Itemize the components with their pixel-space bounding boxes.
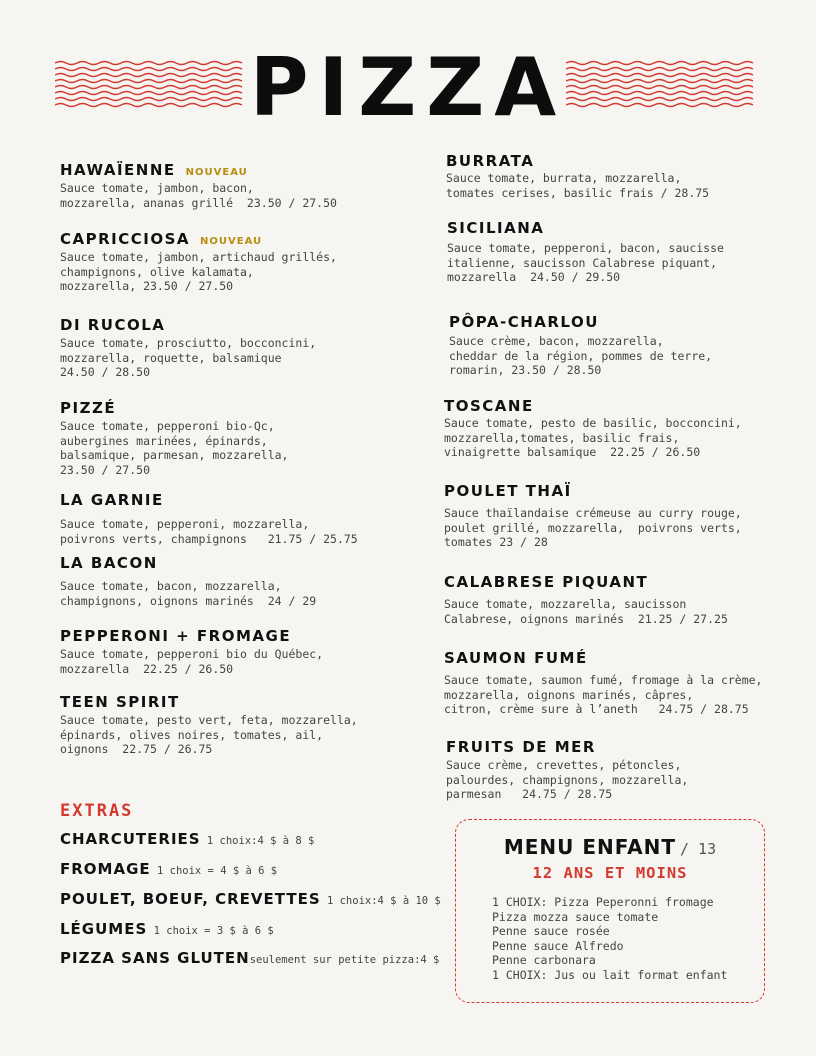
extra-name: LÉGUMES	[60, 920, 148, 938]
item-name: DI RUCOLA	[60, 316, 166, 334]
menu-item	[60, 491, 358, 546]
kids-menu-title: MENU ENFANT	[503, 835, 676, 859]
item-description: Sauce tomate, jambon, artichaud grillés, champignons, olive kalamata, mozzarella, 23.50 / 27.50	[60, 250, 337, 293]
item-description: Sauce tomate, jambon, bacon, mozzarella, ananas grillé 23.50 / 27.50	[60, 181, 337, 210]
kids-menu-header	[455, 835, 765, 859]
item-name: PÔPA-CHARLOU	[449, 313, 599, 331]
extra-detail: 1 choix = 3 $ à 6 $	[147, 925, 274, 937]
item-description: Sauce tomate, pepperoni bio-Qc, aubergines marinées, épinards, balsamique, parmesan, mozzarella, 23.50 / 27.50	[60, 419, 289, 477]
menu-item	[60, 316, 316, 380]
kids-menu-item: Penne carbonara	[492, 953, 596, 967]
menu-item	[60, 399, 288, 477]
item-description: Sauce tomate, pesto de basilic, bocconcini, mozzarella,tomates, basilic frais, vinaigrette balsamique 22.25 / 26.50	[444, 416, 742, 459]
extra-detail: 1 choix:4 $ à 10 $	[320, 895, 441, 907]
item-name: FRUITS DE MER	[446, 738, 596, 756]
item-description: Sauce tomate, bacon, mozzarella, champignons, oignons marinés 24 / 29	[60, 579, 317, 608]
kids-menu-item: Penne sauce rosée	[492, 924, 610, 938]
extra-detail: 1 choix = 4 $ à 6 $	[150, 865, 278, 877]
item-name: TOSCANE	[444, 397, 534, 415]
item-description: Sauce crème, crevettes, pétoncles, palourdes, champignons, mozzarella, parmesan 24.75 / 28.75	[446, 758, 689, 801]
menu-item	[444, 397, 742, 460]
extra-name: CHARCUTERIES	[60, 830, 201, 848]
menu-item	[60, 554, 316, 608]
extra-item	[60, 920, 274, 939]
item-description: Sauce tomate, mozzarella, saucisson Calabrese, oignons marinés 21.25 / 27.25	[444, 597, 728, 626]
kids-menu-item: 1 CHOIX: Pizza Peperonni fromage	[492, 895, 714, 909]
item-name: TEEN SPIRIT	[60, 693, 180, 711]
item-description: Sauce crème, bacon, mozzarella, cheddar de la région, pommes de terre, romarin, 23.50 / 28.50	[449, 334, 713, 377]
menu-item	[444, 482, 742, 550]
item-description: Sauce tomate, prosciutto, bocconcini, mozzarella, roquette, balsamique 24.50 / 28.50	[60, 336, 317, 379]
new-badge: NOUVEAU	[200, 236, 263, 247]
extra-name: POULET, BOEUF, CREVETTES	[60, 890, 321, 908]
menu-item	[449, 313, 712, 378]
item-description: Sauce tomate, burrata, mozzarella, tomates cerises, basilic frais / 28.75	[446, 171, 710, 200]
kids-menu-price: / 13	[680, 840, 717, 858]
item-name: PIZZÉ	[60, 399, 117, 417]
item-name: PEPPERONI + FROMAGE	[60, 627, 292, 645]
extra-name: FROMAGE	[60, 860, 151, 878]
item-name: LA GARNIE	[60, 491, 164, 509]
kids-menu-subtitle: 12 ANS ET MOINS	[532, 864, 688, 882]
kids-menu-item: 1 CHOIX: Jus ou lait format enfant	[492, 967, 728, 982]
kids-menu-item: Pizza mozza sauce tomate	[492, 909, 659, 924]
item-name: CAPRICCIOSA	[60, 230, 191, 248]
menu-item	[446, 152, 709, 200]
extra-item	[60, 890, 441, 909]
extra-detail: seulement sur petite pizza:4 $	[249, 954, 440, 966]
menu-item	[60, 627, 323, 676]
extra-item	[60, 860, 277, 879]
item-name: LA BACON	[60, 554, 158, 572]
menu-item	[444, 649, 763, 717]
kids-menu-list	[492, 895, 727, 982]
extra-item	[60, 830, 314, 849]
menu-item	[60, 161, 337, 210]
item-description: Sauce tomate, pepperoni, bacon, saucisse italienne, saucisson Calabrese piquant, mozzarella 24.50 / 29.50	[447, 241, 724, 284]
menu-item	[446, 738, 688, 802]
item-name: CALABRESE PIQUANT	[444, 573, 649, 591]
item-description: Sauce tomate, pepperoni, mozzarella, poivrons verts, champignons 21.75 / 25.75	[60, 517, 358, 546]
item-name: HAWAÏENNE	[60, 161, 176, 179]
item-description: Sauce tomate, saumon fumé, fromage à la crème, mozzarella, oignons marinés, câpres, citron, crème sure à l’aneth 24.75 / 28.75	[444, 673, 763, 716]
item-name: POULET THAÏ	[444, 482, 572, 500]
item-name: SAUMON FUMÉ	[444, 649, 588, 667]
item-description: Sauce tomate, pesto vert, feta, mozzarella, épinards, olives noires, tomates, ail, oignons 22.75 / 26.75	[60, 713, 358, 756]
item-description: Sauce thaïlandaise crémeuse au curry rouge, poulet grillé, mozzarella, poivrons verts, tomates 23 / 28	[444, 506, 742, 549]
kids-menu-item: Penne sauce Alfredo	[492, 938, 624, 953]
item-description: Sauce tomate, pepperoni bio du Québec, mozzarella 22.25 / 26.50	[60, 647, 324, 676]
menu-item	[447, 219, 724, 285]
menu-item	[60, 230, 337, 294]
extra-detail: 1 choix:4 $ à 8 $	[200, 835, 315, 847]
page-title: PIZZA	[249, 41, 567, 134]
new-badge: NOUVEAU	[185, 167, 248, 178]
extra-item	[60, 949, 439, 968]
menu-item	[444, 573, 728, 626]
menu-item	[60, 693, 358, 757]
extras-title: EXTRAS	[60, 801, 134, 821]
item-name: SICILIANA	[447, 219, 545, 237]
item-name: BURRATA	[446, 152, 535, 170]
extra-name: PIZZA SANS GLUTEN	[60, 949, 250, 967]
